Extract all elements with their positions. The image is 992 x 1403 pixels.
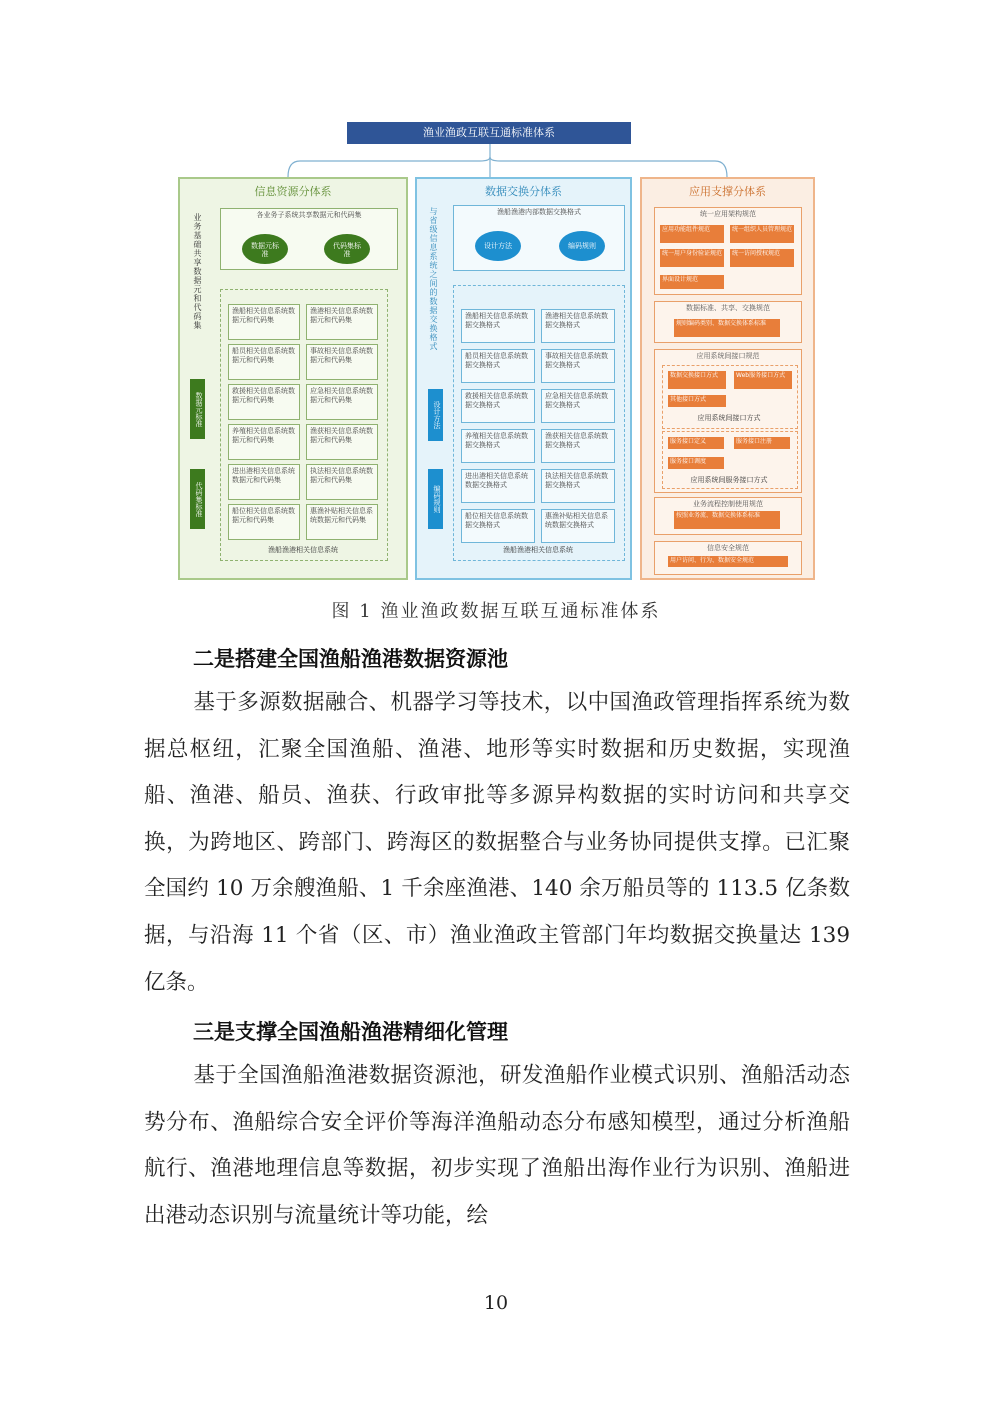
exchange-oval-2: 编码规则 [559,231,605,261]
support-s1-item-2: 统一组织人员管理规范 [730,225,794,243]
support-s3-item-4: 服务接口定义 [668,437,724,449]
section2-text: 基于多源数据融合、机器学习等技术，以中国渔政管理指挥系统为数据总枢纽，汇聚全国渔船、渔港、地形等实时数据和历史数据，实现渔船、渔港、船员、渔获、行政审批等多源异构数据的实时访问和共享交换，为跨地区、跨部门、跨海区的数据整合与业务协同提供支撑。已汇聚全国约 10 万余艘渔船、1 千余座渔港、140 余万船员等的 113.5 亿条数据，与沿海 11 个省（区、市）渔业渔政主管部门年均数据交换量达 139 亿条。 [144,690,850,995]
exchange-subsystem-panel [415,177,632,580]
support-s1-title: 统一应用架构规范 [700,210,756,218]
exchange-top-box-title: 渔船渔港内部数据交换格式 [497,208,581,216]
support-s3-title: 应用系统间接口规范 [696,352,760,360]
resource-cell: 渔港相关信息系统数据元和代码集 [306,304,378,340]
support-s1-item-4: 统一访问授权规范 [730,249,794,267]
resource-cell: 渔船相关信息系统数据元和代码集 [228,304,300,340]
exchange-cell: 应急相关信息系统数据交换格式 [541,389,615,423]
resource-cell: 养殖相关信息系统数据元和代码集 [228,424,300,460]
connector-lines [170,143,830,179]
exchange-cell: 船员相关信息系统数据交换格式 [461,349,535,383]
support-s3-item-1: 数据交换接口方式 [668,371,726,389]
resource-cell: 船位相关信息系统数据元和代码集 [228,504,300,540]
resource-cell: 执法相关信息系统数据元和代码集 [306,464,378,500]
section2-paragraph [144,680,850,1006]
resource-oval-1: 数据元标准 [242,234,288,264]
section2-heading: 二是搭建全国渔船渔港数据资源池 [193,647,508,671]
section3-heading: 三是支撑全国渔船渔港精细化管理 [193,1020,508,1044]
support-s4-item-1: 按照业务流、数据交换体系标准 [674,511,780,529]
resource-strip-1: 数据元标准 [190,379,205,439]
support-s1-item-1: 应用功能组件规范 [660,225,724,243]
section3-paragraph [144,1053,850,1239]
page-number: 10 [483,1292,509,1314]
exchange-cell: 事故相关信息系统数据交换格式 [541,349,615,383]
support-s4-title: 业务流程控制使用规范 [693,500,763,508]
support-subsystem-panel [640,177,815,580]
resource-cell: 惠渔补贴相关信息系统数据元和代码集 [306,504,378,540]
support-s1-item-5: 界面设计规范 [660,275,724,289]
support-s2-title: 数据标准、共享、交换规范 [686,304,770,312]
support-s3-sub2: 应用系统间服务接口方式 [690,476,768,484]
exchange-cell: 进出港相关信息系统数据交换格式 [461,469,535,503]
resource-heading: 信息资源分体系 [254,185,332,198]
figure-caption: 图 1 渔业渔政数据互联互通标准体系 [331,601,661,622]
resource-cell: 救援相关信息系统数据元和代码集 [228,384,300,420]
resource-cell: 渔获相关信息系统数据元和代码集 [306,424,378,460]
exchange-cell: 渔获相关信息系统数据交换格式 [541,429,615,463]
support-s5-title: 信息安全规范 [707,544,749,552]
resource-subsystem-panel [178,177,408,580]
support-s3-item-5: 服务接口注册 [734,437,790,449]
exchange-oval-1: 设计方法 [475,231,521,261]
exchange-vertical-label: 与省级信息系统之间的数据交换格式 [429,207,438,351]
support-s3-item-6: 服务接口调度 [668,457,724,469]
resource-cell: 应急相关信息系统数据元和代码集 [306,384,378,420]
exchange-footer: 渔船渔港相关信息系统 [503,546,573,554]
support-s2-item-1: 规则编码类别、数据交换体系标准 [674,319,780,337]
resource-strip-2: 代码集标准 [190,469,205,529]
exchange-cell: 执法相关信息系统数据交换格式 [541,469,615,503]
support-s3-sub: 应用系统间接口方式 [697,414,761,422]
support-s3-item-2: Web服务接口方式 [734,371,792,389]
resource-cell: 船员相关信息系统数据元和代码集 [228,344,300,380]
exchange-cell: 救援相关信息系统数据交换格式 [461,389,535,423]
resource-footer: 渔船渔港相关信息系统 [268,546,338,554]
support-s1-item-3: 统一用户身份验证规范 [660,249,724,267]
exchange-cell: 惠渔补贴相关信息系统数据交换格式 [541,509,615,543]
exchange-cell: 渔港相关信息系统数据交换格式 [541,309,615,343]
figure-top-title: 渔业渔政互联互通标准体系 [347,122,631,144]
support-heading: 应用支撑分体系 [689,185,766,198]
support-s3-item-3: 其他接口方式 [668,395,726,407]
exchange-strip-2: 编码规则 [428,469,443,529]
resource-vertical-label: 业务基础共享数据元和代码集 [193,213,202,330]
section3-text: 基于全国渔船渔港数据资源池，研发渔船作业模式识别、渔船活动态势分布、渔船综合安全评价等海洋渔船动态分布感知模型，通过分析渔船航行、渔港地理信息等数据，初步实现了渔船出海作业行为识别、渔船进出港动态识别与流量统计等功能，绘 [144,1063,850,1228]
exchange-strip-1: 设计方法 [428,389,443,441]
resource-cell: 事故相关信息系统数据元和代码集 [306,344,378,380]
exchange-cell: 渔船相关信息系统数据交换格式 [461,309,535,343]
exchange-heading: 数据交换分体系 [485,185,562,198]
resource-oval-2: 代码集标准 [324,234,370,264]
resource-top-box-title: 各业务子系统共享数据元和代码集 [256,211,362,219]
resource-cell: 进出港相关信息系统数据元和代码集 [228,464,300,500]
exchange-cell: 船位相关信息系统数据交换格式 [461,509,535,543]
exchange-cell: 养殖相关信息系统数据交换格式 [461,429,535,463]
support-s5-item-1: 用户访问、行为、数据安全规范 [668,556,788,567]
